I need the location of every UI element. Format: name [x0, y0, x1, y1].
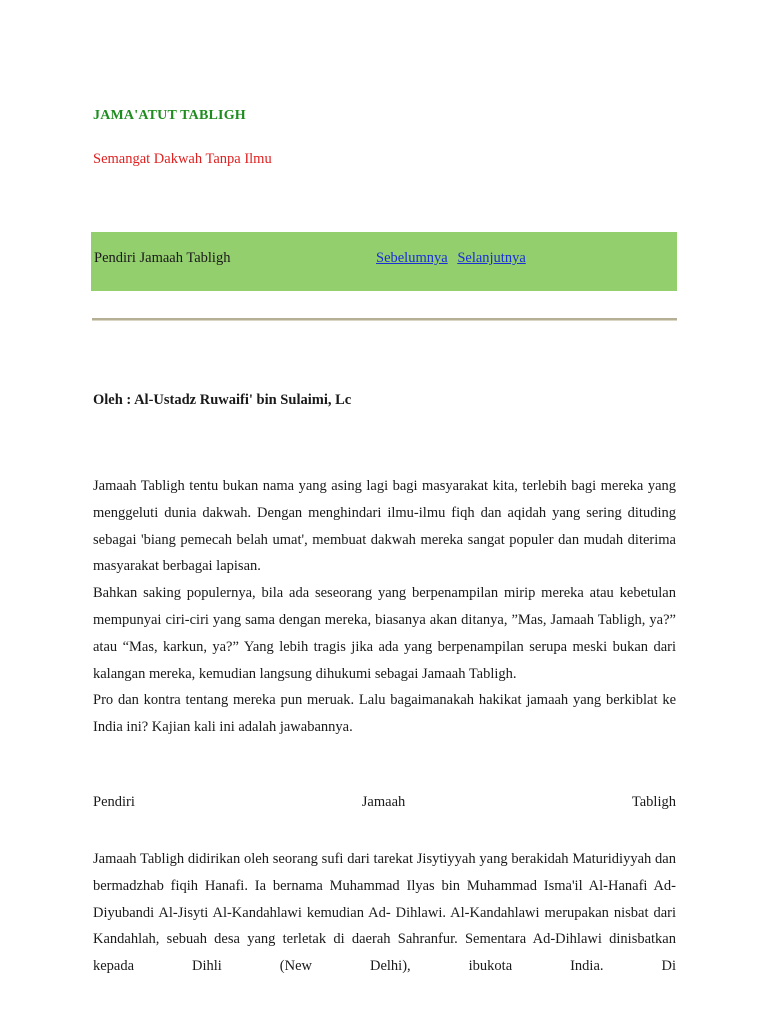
horizontal-divider: [92, 318, 677, 321]
section-heading: Pendiri Jamaah Tabligh: [93, 794, 676, 810]
previous-post-link[interactable]: Sebelumnya: [376, 250, 448, 266]
article-intro: [93, 473, 676, 741]
post-navigation-bar: [91, 232, 677, 291]
post-title-label: Pendiri Jamaah Tabligh: [94, 250, 231, 266]
paragraph-intro-3: Pro dan kontra tentang mereka pun meruak. Lalu bagaimanakah hakikat jamaah yang berkiblat ke India ini? Kajian kali ini adalah jawabannya.: [93, 692, 676, 736]
next-post-link[interactable]: Selanjutnya: [457, 250, 526, 266]
paragraph-intro-2: Bahkan saking populernya, bila ada seseorang yang berpenampilan mirip mereka atau kebetulan mempunyai ciri-ciri yang sama dengan mereka, biasanya akan ditanya, ”Mas, Jamaah Tabligh, ya?” atau “Mas, karkun, ya?” Yang lebih tragis jika ada yang berpenampilan serupa meski bukan dari kalangan mereka, kemudian langsung dihukumi sebagai Jamaah Tabligh.: [93, 585, 676, 682]
paragraph-intro-1: Jamaah Tabligh tentu bukan nama yang asing lagi bagi masyarakat kita, terlebih bagi mereka yang menggeluti dunia dakwah. Dengan menghindari ilmu-ilmu fiqh dan aqidah yang sering dituding sebagai 'biang pemecah belah umat', membuat dakwah mereka sangat populer dan mudah diterima masyarakat berbagai lapisan.: [93, 478, 676, 575]
article-author: Oleh : Al-Ustadz Ruwaifi' bin Sulaimi, Lc: [93, 392, 352, 408]
paragraph-founder: Jamaah Tabligh didirikan oleh seorang sufi dari tarekat Jisytiyyah yang berakidah Maturidiyyah dan bermadzhab fiqih Hanafi. Ia bernama Muhammad Ilyas bin Muhammad Isma'il Al-Hanafi Ad-Diyubandi Al-Jisyti Al-Kandahlawi kemudian Ad- Dihlawi. Al-Kandahlawi merupakan nisbat dari Kandahlah, sebuah desa yang terletak di daerah Sahranfur. Sementara Ad-Dihlawi dinisbatkan kepada Dihli (New Delhi), ibukota India. Di: [93, 851, 676, 975]
post-navigation-links: [376, 250, 532, 267]
document-title: JAMA'ATUT TABLIGH: [93, 108, 246, 123]
document-subtitle: Semangat Dakwah Tanpa Ilmu: [93, 151, 272, 167]
